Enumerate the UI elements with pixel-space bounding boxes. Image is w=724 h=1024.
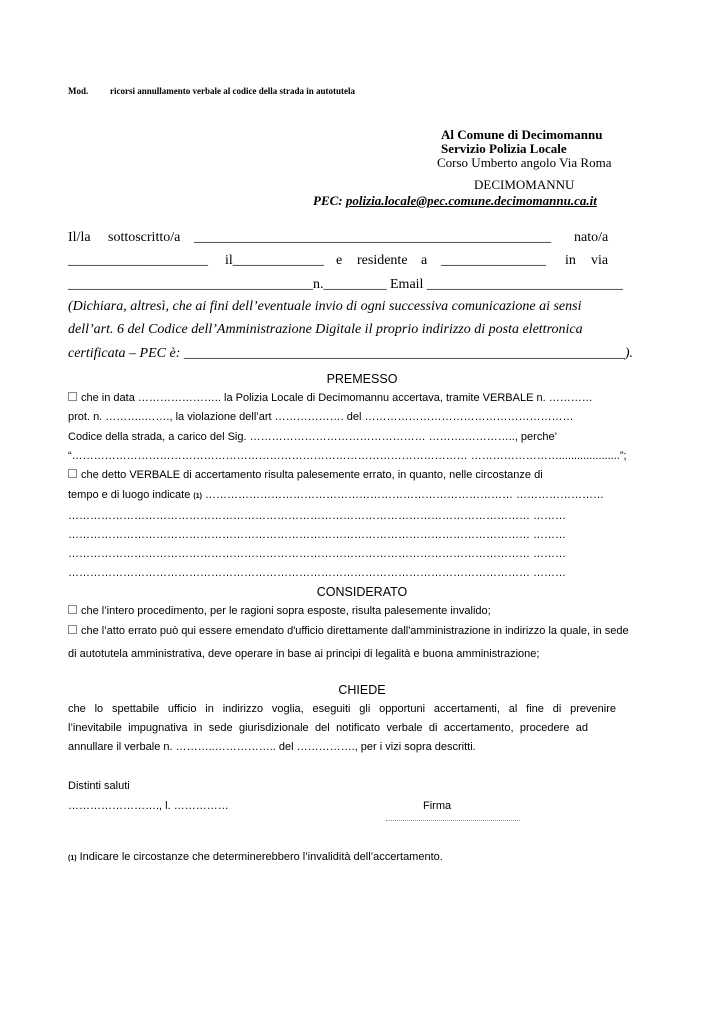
checkbox-icon[interactable] xyxy=(68,469,77,478)
premesso-line-4: “……………………………………………………………………………………………… ……………………....................”; xyxy=(68,450,627,462)
residence-city-field[interactable]: _______________ xyxy=(441,253,546,268)
pec-declaration-line-3[interactable]: certificata – PEC è: _______________________________________________________________). xyxy=(68,346,634,361)
born-label: nato/a xyxy=(574,230,609,245)
module-label: Mod. xyxy=(68,86,89,96)
premesso-line-2: prot. n. ………..……., la violazione dell’art ………………. del ………………………………………………… xyxy=(68,411,574,423)
premesso-line-1: che in data ………………….. la Polizia Locale di Decimomannu accertava, tramite VERBALE n. ………… xyxy=(81,392,593,404)
recipient-line-3: Corso Umberto angolo Via Roma xyxy=(437,155,612,170)
circumstances-field[interactable]: ………………………………………………………………………… …………………… xyxy=(205,489,605,501)
birthdate-field[interactable]: il_____________ xyxy=(225,253,324,268)
premesso-item-2 xyxy=(68,469,543,481)
document-title: ricorsi annullamento verbale al codice della strada in autotutela xyxy=(110,86,355,96)
checkbox-icon[interactable] xyxy=(68,605,77,614)
dots-line-2[interactable]: ……………………………………………………………………………………………………………… ……… xyxy=(68,529,567,541)
dots-line-4[interactable]: ……………………………………………………………………………………………………………… ……… xyxy=(68,567,567,579)
considerato-heading: CONSIDERATO xyxy=(316,585,408,599)
footnote-ref: (1) xyxy=(193,493,202,500)
checkbox-icon[interactable] xyxy=(68,392,77,401)
dots-line-1[interactable]: ……………………………………………………………………………………………………………… ……… xyxy=(68,510,567,522)
at-label: a xyxy=(421,253,428,268)
chiede-line-2: l’inevitabile impugnativa in sede giurisdizionale del notificato verbale di accertamento, procedere ad xyxy=(68,722,588,734)
dots-line-3[interactable]: ……………………………………………………………………………………………………………… ……… xyxy=(68,548,567,560)
premesso-line-6 xyxy=(68,489,604,501)
footnote-text: Indicare le circostanze che determinerebbero l’invalidità dell’accertamento. xyxy=(79,851,443,863)
premesso-heading: PREMESSO xyxy=(326,372,398,386)
chiede-heading: CHIEDE xyxy=(338,683,386,697)
recipient-line-2: Servizio Polizia Locale xyxy=(441,141,567,156)
footnote xyxy=(68,851,443,863)
applicant-intro: Il/la xyxy=(68,230,91,245)
resident-label: residente xyxy=(357,253,408,268)
premesso-line-5: che detto VERBALE di accertamento risulta palesemente errato, in quanto, nelle circostanze di xyxy=(81,469,543,481)
place-date-field[interactable]: ……………………., l. …………… xyxy=(68,800,229,812)
considerato-line-1: che l’intero procedimento, per le ragioni sopra esposte, risulta palesemente invalido; xyxy=(81,605,491,617)
closing-greeting: Distinti saluti xyxy=(68,780,130,792)
birthplace-field[interactable]: ____________________ xyxy=(68,253,208,268)
footnote-number: (1) xyxy=(68,855,77,862)
recipient-line-1: Al Comune di Decimomannu xyxy=(441,127,603,142)
premesso-item-1 xyxy=(68,392,593,404)
circumstances-label: tempo e di luogo indicate xyxy=(68,489,191,501)
recipient-city: DECIMOMANNU xyxy=(474,177,575,192)
pec-address-link[interactable]: polizia.locale@pec.comune.decimomannu.ca.it xyxy=(345,193,597,208)
address-email-field[interactable]: ___________________________________n._________ Email ____________________________ xyxy=(68,277,623,292)
in-label: in xyxy=(565,253,576,268)
applicant-sottoscritto: sottoscritto/a xyxy=(108,230,181,245)
street-label: via xyxy=(591,253,609,268)
pec-declaration-line-2: dell’art. 6 del Codice dell’Amministrazione Digitale il proprio indirizzo di posta elettronica xyxy=(68,322,583,337)
considerato-item-1 xyxy=(68,605,491,617)
premesso-line-3: Codice della strada, a carico del Sig. ………………………………………… ……….………….., perche’ xyxy=(68,431,558,443)
signature-label: Firma xyxy=(423,800,452,812)
considerato-line-3: di autotutela amministrativa, deve operare in base ai principi di legalità e buona amministrazione; xyxy=(68,648,540,660)
signature-line[interactable] xyxy=(386,820,520,821)
pec-declaration-line-1: (Dichiara, altresì, che ai fini dell’eventuale invio di ogni successiva comunicazione ai sensi xyxy=(68,299,582,314)
considerato-item-2 xyxy=(68,625,629,637)
pec-line xyxy=(313,193,597,209)
chiede-line-3: annullare il verbale n. ………..…………….. del ……………., per i vizi sopra descritti. xyxy=(68,741,476,753)
pec-label: PEC: xyxy=(313,193,343,208)
checkbox-icon[interactable] xyxy=(68,625,77,634)
considerato-line-2: che l’atto errato può qui essere emendato d'ufficio direttamente dall'amministrazione in indirizzo la quale, in sede xyxy=(81,625,629,637)
chiede-line-1: che lo spettabile ufficio in indirizzo voglia, eseguiti gli opportuni accertamenti, al fine di prevenire xyxy=(68,703,616,715)
name-field[interactable]: ___________________________________________________ xyxy=(194,230,551,245)
and-label: e xyxy=(336,253,343,268)
